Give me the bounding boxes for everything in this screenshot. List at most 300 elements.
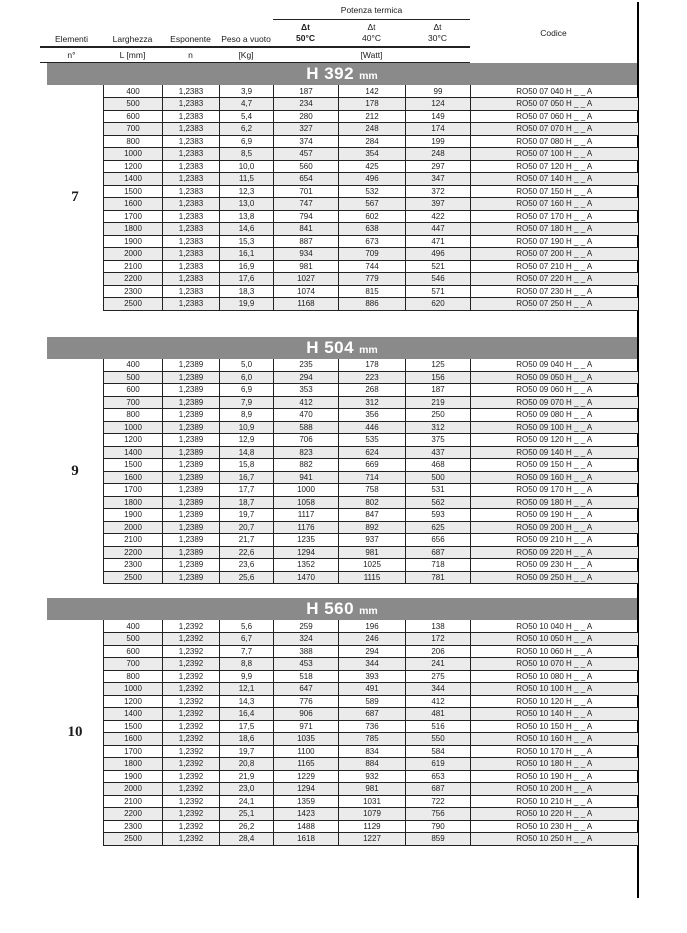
cell-watt-40: 834 — [339, 745, 406, 758]
cell-esponente: 1,2383 — [163, 160, 220, 173]
cell-watt-30: 437 — [406, 446, 471, 459]
cell-larghezza: 1200 — [104, 434, 163, 447]
cell-peso: 20,8 — [220, 758, 274, 771]
cell-watt-50: 1035 — [274, 733, 339, 746]
cell-larghezza: 2000 — [104, 783, 163, 796]
cell-codice: RO50 07 210 H _ _ A — [471, 260, 638, 273]
cell-watt-40: 294 — [339, 645, 406, 658]
cell-codice: RO50 09 210 H _ _ A — [471, 534, 638, 547]
table-row — [104, 110, 638, 123]
cell-watt-50: 1470 — [274, 571, 339, 584]
cell-watt-40: 847 — [339, 509, 406, 522]
cell-codice: RO50 07 140 H _ _ A — [471, 173, 638, 186]
subheader-l-mm: L [mm] — [119, 50, 146, 60]
cell-watt-50: 1294 — [274, 546, 339, 559]
cell-watt-40: 714 — [339, 471, 406, 484]
cell-larghezza: 600 — [104, 110, 163, 123]
cell-watt-50: 187 — [274, 85, 339, 98]
cell-peso: 14,6 — [220, 223, 274, 236]
cell-watt-30: 496 — [406, 248, 471, 261]
table-row — [104, 658, 638, 671]
table-row — [104, 509, 638, 522]
section-body — [47, 359, 637, 585]
cell-watt-30: 422 — [406, 210, 471, 223]
cell-watt-40: 886 — [339, 298, 406, 311]
cell-esponente: 1,2383 — [163, 248, 220, 261]
cell-codice: RO50 09 150 H _ _ A — [471, 459, 638, 472]
cell-codice: RO50 07 200 H _ _ A — [471, 248, 638, 261]
cell-esponente: 1,2383 — [163, 173, 220, 186]
cell-watt-30: 593 — [406, 509, 471, 522]
cell-esponente: 1,2389 — [163, 509, 220, 522]
cell-watt-30: 562 — [406, 496, 471, 509]
table-row — [104, 820, 638, 833]
cell-peso: 26,2 — [220, 820, 274, 833]
col-header-peso-a-vuoto: Peso a vuoto — [221, 34, 271, 44]
cell-codice: RO50 10 060 H _ _ A — [471, 645, 638, 658]
cell-codice: RO50 10 180 H _ _ A — [471, 758, 638, 771]
cell-codice: RO50 09 050 H _ _ A — [471, 371, 638, 384]
col-header-elementi: Elementi — [54, 34, 89, 44]
subheader-watt: [Watt] — [360, 50, 383, 60]
cell-watt-50: 1074 — [274, 285, 339, 298]
cell-watt-40: 284 — [339, 135, 406, 148]
cell-codice: RO50 09 160 H _ _ A — [471, 471, 638, 484]
cell-peso: 12,1 — [220, 683, 274, 696]
cell-watt-30: 199 — [406, 135, 471, 148]
cell-watt-50: 882 — [274, 459, 339, 472]
cell-esponente: 1,2392 — [163, 758, 220, 771]
cell-watt-50: 1000 — [274, 484, 339, 497]
cell-larghezza: 600 — [104, 384, 163, 397]
section-body — [47, 620, 637, 846]
table-row — [104, 683, 638, 696]
cell-peso: 13,8 — [220, 210, 274, 223]
cell-codice: RO50 07 040 H _ _ A — [471, 85, 638, 98]
cell-watt-50: 1352 — [274, 559, 339, 572]
cell-larghezza: 1400 — [104, 446, 163, 459]
table-row — [104, 708, 638, 721]
cell-watt-30: 156 — [406, 371, 471, 384]
cell-larghezza: 2200 — [104, 273, 163, 286]
header-rule-thick — [40, 46, 470, 48]
section-title-unit: mm — [359, 605, 378, 617]
data-table — [103, 359, 638, 585]
cell-watt-30: 412 — [406, 695, 471, 708]
cell-larghezza: 1400 — [104, 173, 163, 186]
cell-peso: 11,5 — [220, 173, 274, 186]
cell-esponente: 1,2383 — [163, 98, 220, 111]
cell-codice: RO50 10 040 H _ _ A — [471, 620, 638, 633]
table-row — [104, 135, 638, 148]
cell-peso: 21,7 — [220, 534, 274, 547]
cell-watt-30: 500 — [406, 471, 471, 484]
cell-codice: RO50 10 170 H _ _ A — [471, 745, 638, 758]
cell-esponente: 1,2392 — [163, 720, 220, 733]
cell-peso: 18,6 — [220, 733, 274, 746]
cell-larghezza: 2300 — [104, 820, 163, 833]
cell-watt-50: 647 — [274, 683, 339, 696]
cell-codice: RO50 10 190 H _ _ A — [471, 770, 638, 783]
cell-codice: RO50 10 120 H _ _ A — [471, 695, 638, 708]
cell-peso: 16,4 — [220, 708, 274, 721]
cell-peso: 16,9 — [220, 260, 274, 273]
cell-larghezza: 700 — [104, 396, 163, 409]
cell-peso: 3,9 — [220, 85, 274, 98]
cell-watt-40: 1227 — [339, 833, 406, 846]
cell-watt-50: 327 — [274, 123, 339, 136]
cell-esponente: 1,2389 — [163, 546, 220, 559]
cell-larghezza: 800 — [104, 409, 163, 422]
cell-esponente: 1,2389 — [163, 359, 220, 372]
cell-watt-30: 471 — [406, 235, 471, 248]
cell-watt-30: 99 — [406, 85, 471, 98]
cell-watt-50: 823 — [274, 446, 339, 459]
cell-larghezza: 1500 — [104, 185, 163, 198]
cell-esponente: 1,2392 — [163, 620, 220, 633]
cell-codice: RO50 07 180 H _ _ A — [471, 223, 638, 236]
cell-codice: RO50 10 070 H _ _ A — [471, 658, 638, 671]
cell-esponente: 1,2383 — [163, 135, 220, 148]
cell-watt-30: 546 — [406, 273, 471, 286]
cell-watt-40: 223 — [339, 371, 406, 384]
cell-watt-50: 588 — [274, 421, 339, 434]
cell-peso: 10,0 — [220, 160, 274, 173]
cell-codice: RO50 09 170 H _ _ A — [471, 484, 638, 497]
cell-watt-50: 1117 — [274, 509, 339, 522]
cell-codice: RO50 07 230 H _ _ A — [471, 285, 638, 298]
cell-watt-30: 206 — [406, 645, 471, 658]
table-row — [104, 248, 638, 261]
cell-watt-50: 971 — [274, 720, 339, 733]
cell-watt-40: 425 — [339, 160, 406, 173]
cell-esponente: 1,2389 — [163, 434, 220, 447]
cell-codice: RO50 09 200 H _ _ A — [471, 521, 638, 534]
cell-watt-40: 196 — [339, 620, 406, 633]
cell-larghezza: 2100 — [104, 795, 163, 808]
cell-peso: 8,9 — [220, 409, 274, 422]
cell-watt-30: 138 — [406, 620, 471, 633]
table-row — [104, 808, 638, 821]
cell-watt-50: 706 — [274, 434, 339, 447]
cell-codice: RO50 09 250 H _ _ A — [471, 571, 638, 584]
cell-larghezza: 1000 — [104, 683, 163, 696]
cell-watt-50: 981 — [274, 260, 339, 273]
table-row — [104, 434, 638, 447]
cell-peso: 13,0 — [220, 198, 274, 211]
col-header-codice: Codice — [540, 28, 567, 38]
cell-watt-50: 259 — [274, 620, 339, 633]
cell-peso: 18,7 — [220, 496, 274, 509]
cell-esponente: 1,2389 — [163, 521, 220, 534]
cell-watt-50: 1229 — [274, 770, 339, 783]
cell-esponente: 1,2389 — [163, 421, 220, 434]
cell-peso: 14,3 — [220, 695, 274, 708]
cell-watt-40: 892 — [339, 521, 406, 534]
cell-watt-30: 531 — [406, 484, 471, 497]
cell-watt-50: 841 — [274, 223, 339, 236]
cell-watt-50: 887 — [274, 235, 339, 248]
table-row — [104, 783, 638, 796]
cell-watt-30: 619 — [406, 758, 471, 771]
cell-watt-30: 219 — [406, 396, 471, 409]
cell-watt-50: 1168 — [274, 298, 339, 311]
table-row — [104, 359, 638, 372]
cell-watt-40: 246 — [339, 633, 406, 646]
table-row — [104, 409, 638, 422]
cell-watt-40: 268 — [339, 384, 406, 397]
cell-peso: 19,9 — [220, 298, 274, 311]
cell-larghezza: 1800 — [104, 223, 163, 236]
cell-peso: 21,9 — [220, 770, 274, 783]
cell-watt-50: 776 — [274, 695, 339, 708]
cell-larghezza: 2200 — [104, 808, 163, 821]
cell-esponente: 1,2392 — [163, 695, 220, 708]
cell-esponente: 1,2383 — [163, 148, 220, 161]
cell-esponente: 1,2392 — [163, 708, 220, 721]
cell-peso: 25,1 — [220, 808, 274, 821]
cell-watt-40: 312 — [339, 396, 406, 409]
cell-watt-40: 496 — [339, 173, 406, 186]
cell-watt-30: 722 — [406, 795, 471, 808]
cell-codice: RO50 07 170 H _ _ A — [471, 210, 638, 223]
cell-watt-50: 1488 — [274, 820, 339, 833]
cell-codice: RO50 07 050 H _ _ A — [471, 98, 638, 111]
cell-peso: 14,8 — [220, 446, 274, 459]
cell-watt-30: 625 — [406, 521, 471, 534]
cell-peso: 6,2 — [220, 123, 274, 136]
cell-peso: 15,8 — [220, 459, 274, 472]
cell-esponente: 1,2392 — [163, 770, 220, 783]
cell-peso: 7,7 — [220, 645, 274, 658]
cell-esponente: 1,2383 — [163, 235, 220, 248]
table-row — [104, 471, 638, 484]
cell-codice: RO50 09 060 H _ _ A — [471, 384, 638, 397]
table-row — [104, 384, 638, 397]
subheader-n: n° — [67, 50, 76, 60]
table-row — [104, 484, 638, 497]
table-row — [104, 396, 638, 409]
table-row — [104, 123, 638, 136]
table-row — [104, 185, 638, 198]
cell-peso: 7,9 — [220, 396, 274, 409]
cell-codice: RO50 07 120 H _ _ A — [471, 160, 638, 173]
cell-watt-40: 446 — [339, 421, 406, 434]
cell-larghezza: 500 — [104, 371, 163, 384]
cell-watt-30: 397 — [406, 198, 471, 211]
cell-watt-50: 1100 — [274, 745, 339, 758]
table-row — [104, 633, 638, 646]
cell-watt-40: 1079 — [339, 808, 406, 821]
cell-watt-30: 250 — [406, 409, 471, 422]
table-row — [104, 198, 638, 211]
cell-peso: 28,4 — [220, 833, 274, 846]
cell-watt-40: 884 — [339, 758, 406, 771]
dt-symbol: Δt — [301, 22, 310, 32]
cell-watt-30: 312 — [406, 421, 471, 434]
cell-esponente: 1,2383 — [163, 298, 220, 311]
cell-watt-50: 747 — [274, 198, 339, 211]
table-row — [104, 695, 638, 708]
cell-watt-40: 1129 — [339, 820, 406, 833]
cell-larghezza: 2200 — [104, 546, 163, 559]
cell-watt-50: 1176 — [274, 521, 339, 534]
table-row — [104, 559, 638, 572]
cell-codice: RO50 07 080 H _ _ A — [471, 135, 638, 148]
cell-codice: RO50 10 140 H _ _ A — [471, 708, 638, 721]
elementi-count: 9 — [71, 462, 79, 479]
cell-watt-30: 275 — [406, 670, 471, 683]
cell-watt-30: 297 — [406, 160, 471, 173]
dt-temp: 50°C — [296, 33, 315, 43]
cell-esponente: 1,2392 — [163, 808, 220, 821]
section-body — [47, 85, 637, 311]
cell-esponente: 1,2392 — [163, 820, 220, 833]
section-header-bar — [47, 337, 637, 359]
cell-peso: 5,6 — [220, 620, 274, 633]
cell-larghezza: 800 — [104, 670, 163, 683]
section-header-bar — [47, 63, 637, 85]
cell-watt-30: 521 — [406, 260, 471, 273]
cell-watt-40: 344 — [339, 658, 406, 671]
table-row — [104, 795, 638, 808]
cell-watt-50: 941 — [274, 471, 339, 484]
cell-peso: 5,0 — [220, 359, 274, 372]
cell-watt-40: 669 — [339, 459, 406, 472]
cell-peso: 16,1 — [220, 248, 274, 261]
cell-codice: RO50 10 250 H _ _ A — [471, 833, 638, 846]
sections — [0, 63, 687, 846]
cell-esponente: 1,2389 — [163, 471, 220, 484]
cell-watt-40: 393 — [339, 670, 406, 683]
cell-watt-30: 468 — [406, 459, 471, 472]
table-row — [104, 85, 638, 98]
cell-watt-40: 815 — [339, 285, 406, 298]
cell-esponente: 1,2389 — [163, 446, 220, 459]
cell-watt-50: 280 — [274, 110, 339, 123]
cell-esponente: 1,2392 — [163, 783, 220, 796]
cell-watt-30: 790 — [406, 820, 471, 833]
table-row — [104, 620, 638, 633]
cell-watt-50: 324 — [274, 633, 339, 646]
cell-peso: 4,7 — [220, 98, 274, 111]
cell-codice: RO50 09 100 H _ _ A — [471, 421, 638, 434]
cell-esponente: 1,2383 — [163, 210, 220, 223]
cell-watt-40: 638 — [339, 223, 406, 236]
col-header-dt-40 — [338, 22, 405, 44]
table-section — [47, 63, 637, 311]
cell-larghezza: 2000 — [104, 248, 163, 261]
cell-peso: 8,8 — [220, 658, 274, 671]
cell-esponente: 1,2383 — [163, 185, 220, 198]
cell-peso: 16,7 — [220, 471, 274, 484]
cell-esponente: 1,2383 — [163, 260, 220, 273]
cell-codice: RO50 07 150 H _ _ A — [471, 185, 638, 198]
cell-peso: 17,7 — [220, 484, 274, 497]
cell-codice: RO50 07 220 H _ _ A — [471, 273, 638, 286]
cell-peso: 18,3 — [220, 285, 274, 298]
cell-watt-40: 802 — [339, 496, 406, 509]
cell-watt-30: 187 — [406, 384, 471, 397]
cell-peso: 6,9 — [220, 135, 274, 148]
cell-larghezza: 1000 — [104, 148, 163, 161]
cell-watt-40: 673 — [339, 235, 406, 248]
cell-codice: RO50 07 160 H _ _ A — [471, 198, 638, 211]
cell-peso: 19,7 — [220, 509, 274, 522]
cell-watt-40: 932 — [339, 770, 406, 783]
cell-watt-50: 934 — [274, 248, 339, 261]
cell-watt-30: 347 — [406, 173, 471, 186]
table-row — [104, 645, 638, 658]
cell-codice: RO50 09 220 H _ _ A — [471, 546, 638, 559]
cell-watt-30: 149 — [406, 110, 471, 123]
cell-larghezza: 1900 — [104, 770, 163, 783]
cell-watt-50: 1027 — [274, 273, 339, 286]
table-row — [104, 421, 638, 434]
cell-codice: RO50 10 160 H _ _ A — [471, 733, 638, 746]
cell-watt-30: 447 — [406, 223, 471, 236]
cell-watt-50: 388 — [274, 645, 339, 658]
cell-codice: RO50 07 100 H _ _ A — [471, 148, 638, 161]
table-row — [104, 160, 638, 173]
cell-esponente: 1,2392 — [163, 683, 220, 696]
cell-peso: 24,1 — [220, 795, 274, 808]
cell-peso: 17,6 — [220, 273, 274, 286]
data-table — [103, 620, 638, 846]
cell-watt-40: 178 — [339, 98, 406, 111]
cell-watt-50: 560 — [274, 160, 339, 173]
cell-watt-40: 248 — [339, 123, 406, 136]
cell-watt-50: 453 — [274, 658, 339, 671]
table-row — [104, 521, 638, 534]
cell-watt-40: 178 — [339, 359, 406, 372]
cell-peso: 6,9 — [220, 384, 274, 397]
cell-codice: RO50 09 080 H _ _ A — [471, 409, 638, 422]
section-header-bar — [47, 598, 637, 620]
cell-larghezza: 2500 — [104, 833, 163, 846]
cell-watt-50: 353 — [274, 384, 339, 397]
cell-larghezza: 2000 — [104, 521, 163, 534]
cell-watt-30: 656 — [406, 534, 471, 547]
cell-watt-50: 457 — [274, 148, 339, 161]
table-row — [104, 98, 638, 111]
cell-codice: RO50 09 040 H _ _ A — [471, 359, 638, 372]
cell-esponente: 1,2389 — [163, 571, 220, 584]
table-header — [0, 0, 687, 63]
cell-peso: 20,7 — [220, 521, 274, 534]
table-row — [104, 210, 638, 223]
cell-esponente: 1,2383 — [163, 110, 220, 123]
cell-watt-30: 550 — [406, 733, 471, 746]
cell-larghezza: 1500 — [104, 720, 163, 733]
cell-peso: 6,0 — [220, 371, 274, 384]
cell-larghezza: 1900 — [104, 235, 163, 248]
cell-esponente: 1,2392 — [163, 795, 220, 808]
cell-watt-40: 981 — [339, 546, 406, 559]
cell-codice: RO50 09 230 H _ _ A — [471, 559, 638, 572]
cell-watt-40: 1025 — [339, 559, 406, 572]
cell-watt-30: 620 — [406, 298, 471, 311]
cell-esponente: 1,2389 — [163, 484, 220, 497]
cell-watt-40: 589 — [339, 695, 406, 708]
col-header-dt-50 — [273, 22, 338, 44]
table-row — [104, 285, 638, 298]
cell-larghezza: 1700 — [104, 210, 163, 223]
table-row — [104, 298, 638, 311]
cell-esponente: 1,2392 — [163, 645, 220, 658]
cell-watt-40: 1031 — [339, 795, 406, 808]
cell-watt-40: 981 — [339, 783, 406, 796]
